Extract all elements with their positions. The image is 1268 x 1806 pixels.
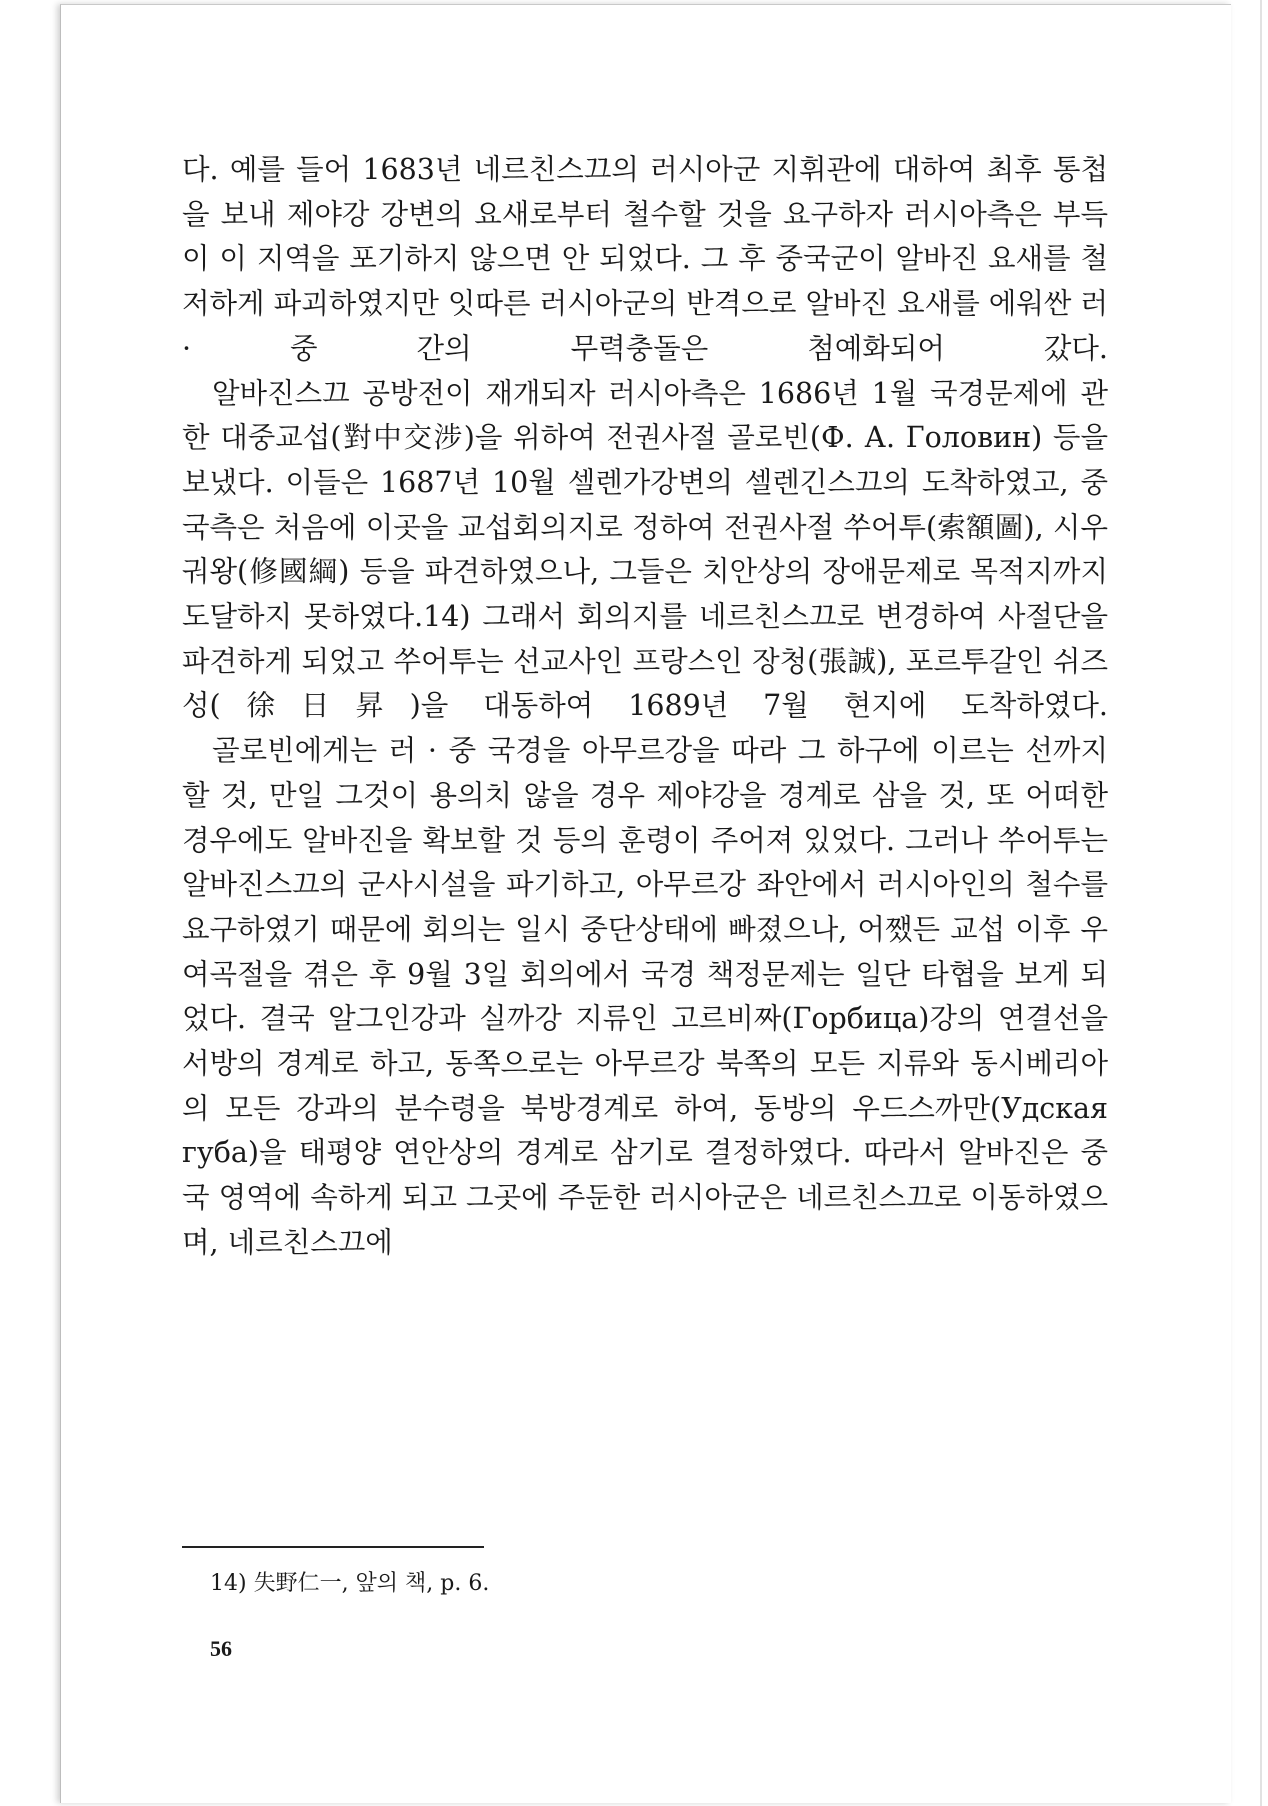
footnote-divider	[182, 1546, 484, 1548]
paragraph-3: 골로빈에게는 러 · 중 국경을 아무르강을 따라 그 하구에 이르는 선까지 할 것, 만일 그것이 용의치 않을 경우 제야강을 경계로 삼을 것, 또 어떠한 경우에도 알바진을 확보할 것 등의 훈령이 주어져 있었다. 그러나 쑤어투는 알바진스끄의 군사시설을 파기하고, 아무르강 좌안에서 러시아인의 철수를 요구하였기 때문에 회의는 일시 중단상태에 빠졌으나, 어쨌든 교섭 이후 우여곡절을 겪은 후 9월 3일 회의에서 국경 책정문제는 일단 타협을 보게 되었다. 결국 알그인강과 실까강 지류인 고르비짜(Горбица)강의 연결선을 서방의 경계로 하고, 동쪽으로는 아무르강 북쪽의 모든 지류와 동시베리아의 모든 강과의 분수령을 북방경계로 하여, 동방의 우드스까만(Удская губа)을 태평양 연안상의 경계로 삼기로 결정하였다. 따라서 알바진은 중국 영역에 속하게 되고 그곳에 주둔한 러시아군은 네르친스끄로 이동하였으며, 네르친스끄에	[182, 734, 1108, 1259]
paragraph-2: 알바진스끄 공방전이 재개되자 러시아측은 1686년 1월 국경문제에 관한 대중교섭(對中交涉)을 위하여 전권사절 골로빈(Ф. А. Головин) 등을 보냈다. 이들은 1687년 10월 셀렌가강변의 셀렌긴스끄의 도착하였고, 중국측은 처음에 이곳을 교섭회의지로 정하여 전권사절 쑤어투(索額圖), 시우궈왕(修國綱) 등을 파견하였으나, 그들은 치안상의 장애문제로 목적지까지 도달하지 못하였다.14) 그래서 회의지를 네르친스끄로 변경하여 사절단을 파견하게 되었고 쑤어투는 선교사인 프랑스인 장청(張誠), 포르투갈인 쉬즈성(徐日昇)을 대동하여 1689년 7월 현지에 도착하였다.	[182, 376, 1108, 723]
page-number: 56	[210, 1636, 232, 1661]
viewer-right-border	[1260, 0, 1262, 1806]
footnote-14: 14) 失野仁一, 앞의 책, p. 6.	[210, 1571, 490, 1596]
paragraph-1: 다. 예를 들어 1683년 네르친스끄의 러시아군 지휘관에 대하여 최후 통첩을 보내 제야강 강변의 요새로부터 철수할 것을 요구하자 러시아측은 부득이 이 지역을 포기하지 않으면 안 되었다. 그 후 중국군이 알바진 요새를 철저하게 파괴하였지만 잇따른 러시아군의 반격으로 알바진 요새를 에워싼 러 · 중 간의 무력충돌은 첨예화되어 갔다.	[182, 153, 1108, 365]
body-text	[182, 148, 1108, 1266]
